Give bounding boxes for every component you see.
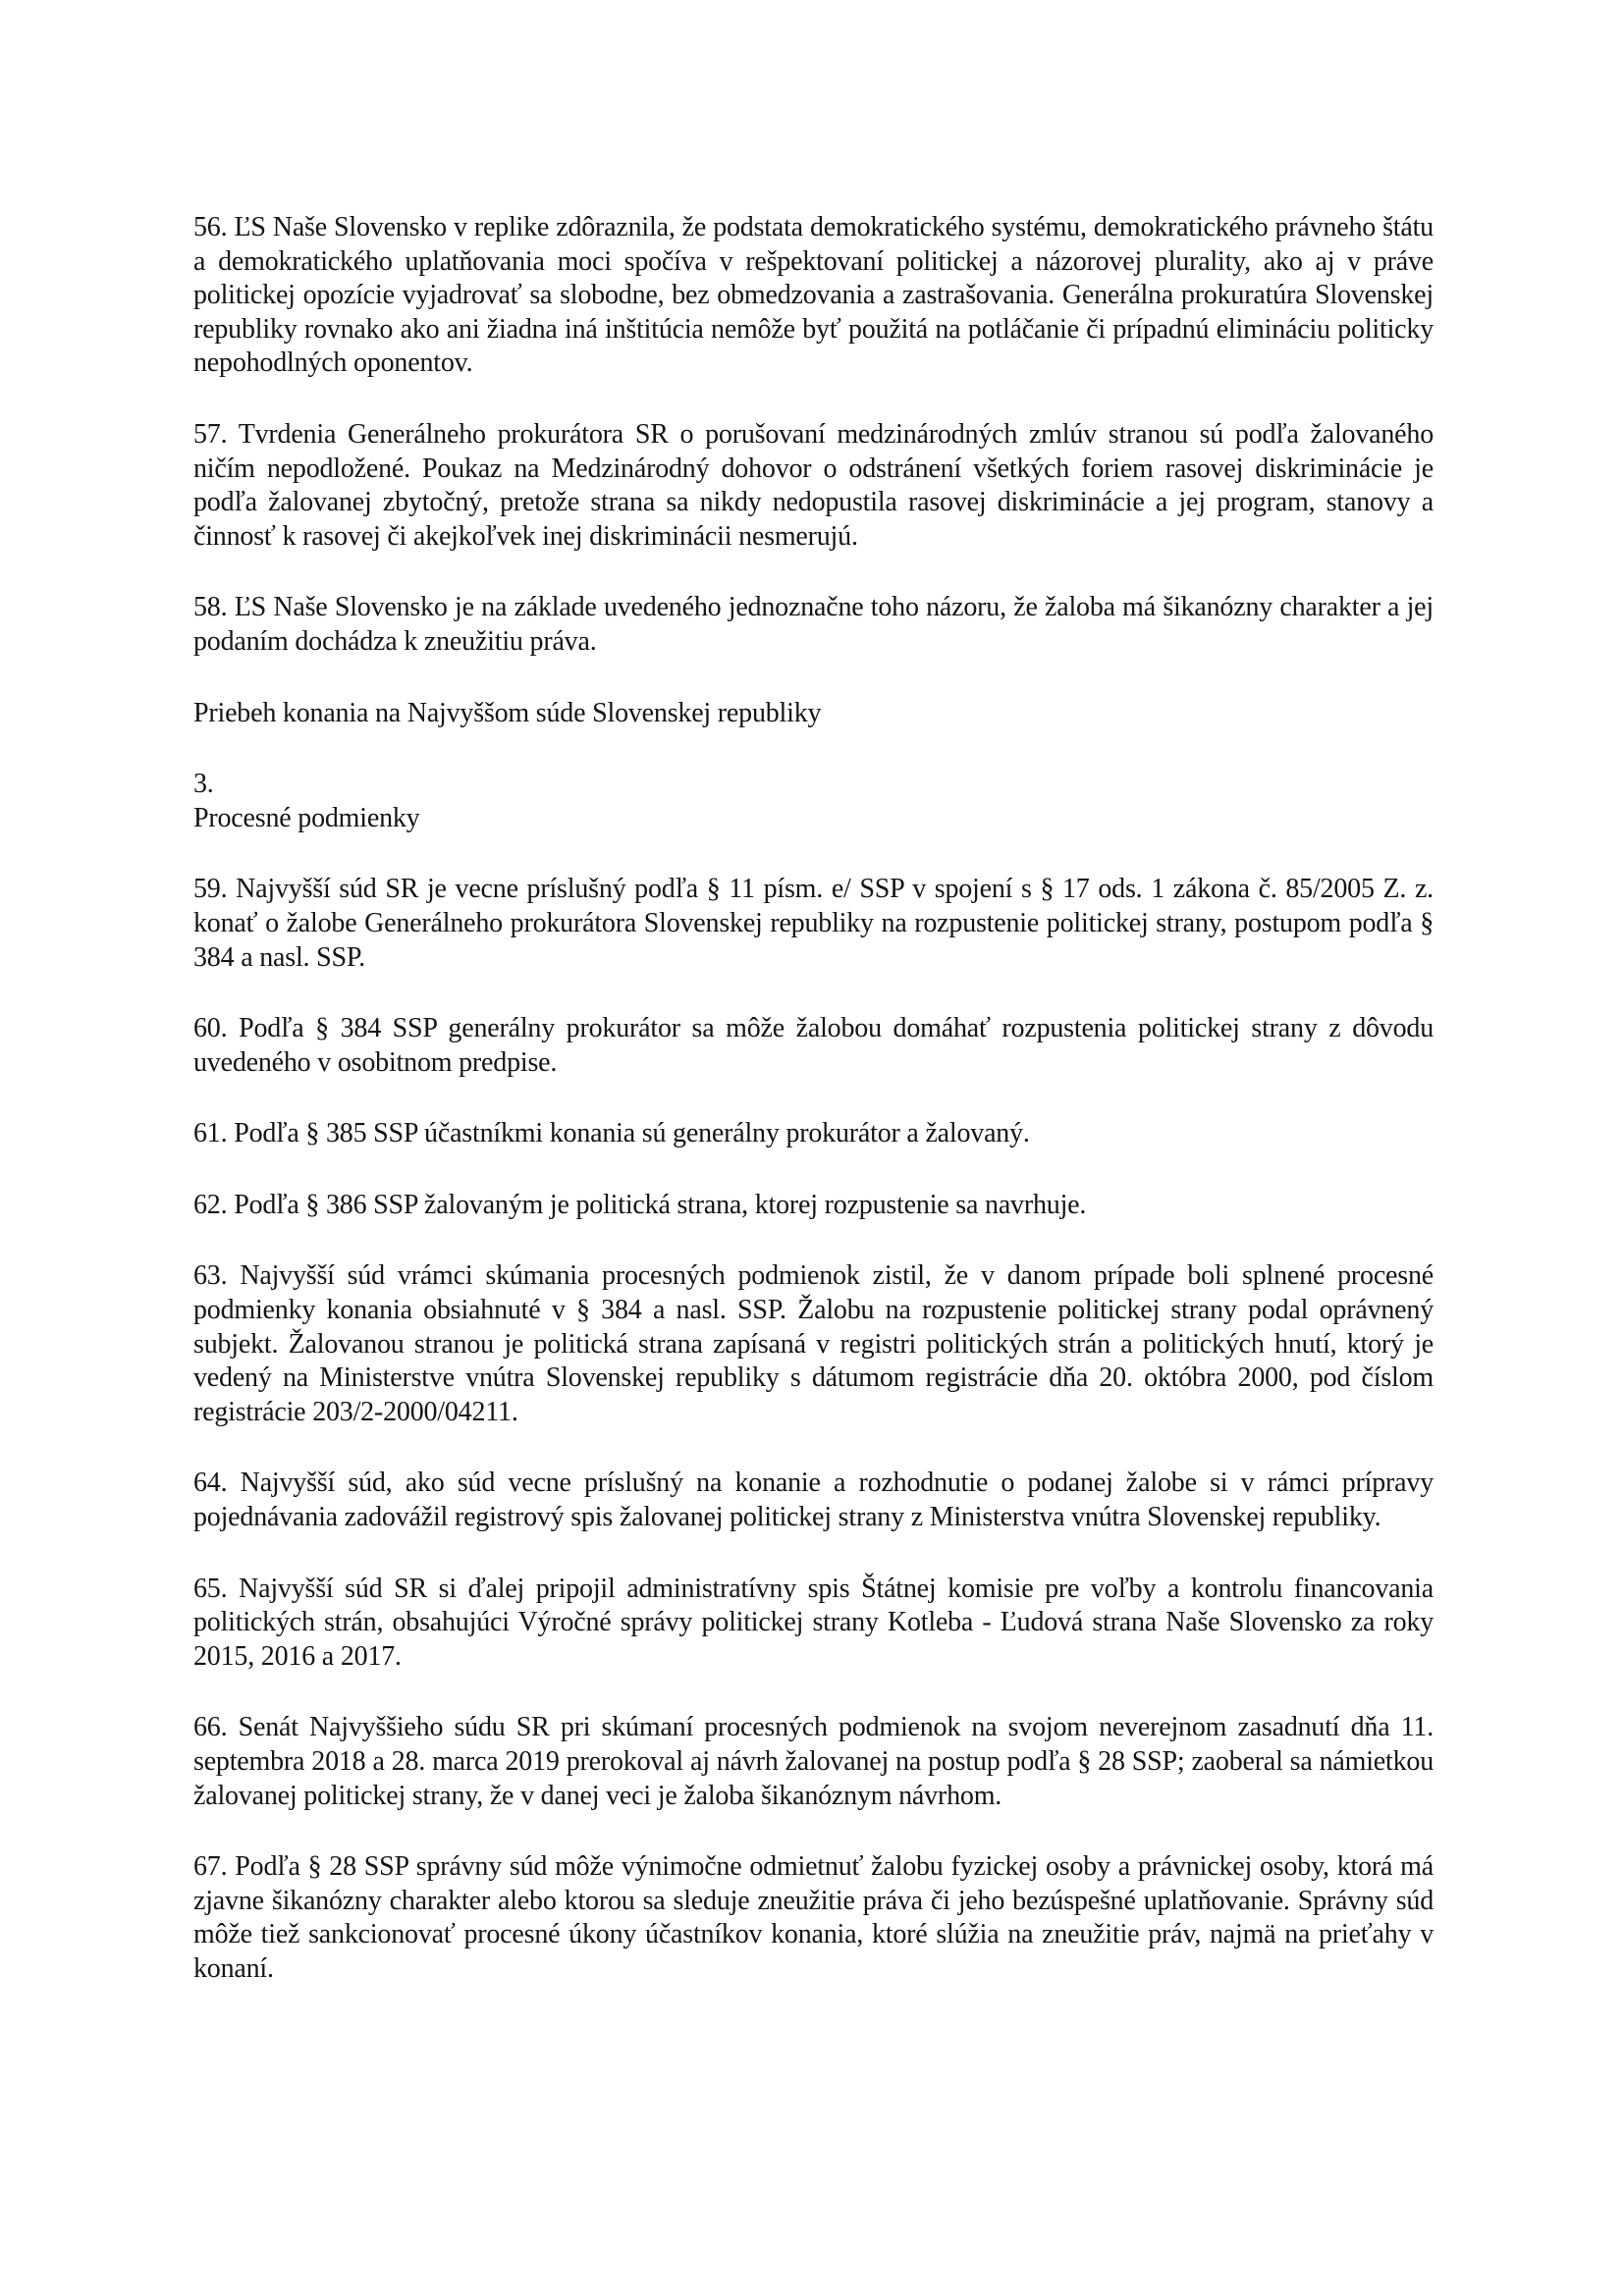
paragraph-61: 61. Podľa § 385 SSP účastníkmi konania sú generálny prokurátor a žalovaný. — [193, 1118, 1030, 1149]
paragraph-59: 59. Najvyšší súd SR je vecne príslušný podľa § 11 písm. e/ SSP v spojení s § 17 ods. 1 zákona č. 85/2005 Z. z. konať o žalobe Generálneho prokurátora Slovenskej republiky na rozpustenie politickej strany, postupom podľa § 384 a nasl. SSP. — [193, 874, 1434, 973]
proceedings-heading: Priebeh konania na Najvyššom súde Slovenskej republiky — [193, 697, 822, 728]
paragraph-63: 63. Najvyšší súd vrámci skúmania procesných podmienok zistil, že v danom prípade boli splnené procesné podmienky konania obsiahnuté v § 384 a nasl. SSP. Žalobu na rozpustenie politickej strany podal oprávnený subjekt. Žalovanou stranou je politická strana zapísaná v registri politických strán a politických hnutí, ktorý je vedený na Ministerstve vnútra Slovenskej republiky s dátumom registrácie dňa 20. októbra 2000, pod číslom registrácie 203/2-2000/04211. — [193, 1260, 1434, 1427]
paragraph-65: 65. Najvyšší súd SR si ďalej pripojil administratívny spis Štátnej komisie pre voľby a kontrolu financovania politických strán, obsahujúci Výročné správy politickej strany Kotleba - Ľudová strana Naše Slovensko za roky 2015, 2016 a 2017. — [193, 1573, 1434, 1672]
section-heading-block — [193, 768, 1434, 835]
paragraph-57: 57. Tvrdenia Generálneho prokurátora SR o porušovaní medzinárodných zmlúv stranou sú podľa žalovaného ničím nepodložené. Poukaz na Medzinárodný dohovor o odstránení všetkých foriem rasovej diskriminácie je podľa žalovanej zbytočný, pretože strana sa nikdy nedopustila rasovej diskriminácie a jej program, stanovy a činnosť k rasovej či akejkoľvek inej diskriminácii nesmerujú. — [193, 418, 1434, 552]
paragraph-67: 67. Podľa § 28 SSP správny súd môže výnimočne odmietnuť žalobu fyzickej osoby a právnickej osoby, ktorá má zjavne šikanózny charakter alebo ktorou sa sleduje zneužitie práva či jeho bezúspešné uplatňovanie. Správny súd môže tiež sankcionovať procesné úkony účastníkov konania, ktoré slúžia na zneužitie práv, najmä na prieťahy v konaní. — [193, 1851, 1434, 1984]
section-title: Procesné podmienky — [193, 802, 420, 833]
paragraph-66: 66. Senát Najvyššieho súdu SR pri skúmaní procesných podmienok na svojom neverejnom zasadnutí dňa 11. septembra 2018 a 28. marca 2019 prerokoval aj návrh žalovanej na postup podľa § 28 SSP; zaoberal sa námietkou žalovanej politickej strany, že v danej veci je žaloba šikanóznym návrhom. — [193, 1712, 1434, 1811]
paragraph-58: 58. ĽS Naše Slovensko je na základe uvedeného jednoznačne toho názoru, že žaloba má šikanózny charakter a jej podaním dochádza k zneužitiu práva. — [193, 592, 1434, 657]
section-number: 3. — [193, 769, 214, 800]
paragraph-64: 64. Najvyšší súd, ako súd vecne príslušný na konanie a rozhodnutie o podanej žalobe si v rámci prípravy pojednávania zadovážil registrový spis žalovanej politickej strany z Ministerstva vnútra Slovenskej republiky. — [193, 1468, 1434, 1533]
paragraph-56: 56. ĽS Naše Slovensko v replike zdôraznila, že podstata demokratického systému, demokratického právneho štátu a demokratického uplatňovania moci spočíva v rešpektovaní politickej a názorovej plurality, ako aj v práve politickej opozície vyjadrovať sa slobodne, bez obmedzovania a zastrašovania. Generálna prokuratúra Slovenskej republiky rovnako ako ani žiadna iná inštitúcia nemôže byť použitá na potláčanie či prípadnú elimináciu politicky nepohodlných oponentov. — [193, 212, 1434, 379]
paragraph-62: 62. Podľa § 386 SSP žalovaným je politická strana, ktorej rozpustenie sa navrhuje. — [193, 1189, 1087, 1220]
paragraph-60: 60. Podľa § 384 SSP generálny prokurátor sa môže žalobou domáhať rozpustenia politickej strany z dôvodu uvedeného v osobitnom predpise. — [193, 1013, 1434, 1078]
